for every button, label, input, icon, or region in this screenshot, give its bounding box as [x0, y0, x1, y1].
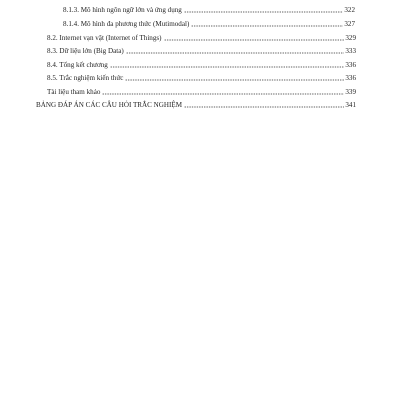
toc-entry-title: 8.5. Trắc nghiệm kiến thức	[47, 74, 124, 82]
toc-dot-leader	[191, 22, 343, 27]
toc-entry-references	[47, 86, 356, 96]
toc-page-number: 322	[344, 6, 355, 14]
toc-entry-8-1-4	[63, 18, 355, 28]
toc-dot-leader	[164, 36, 345, 41]
toc-dot-leader	[126, 49, 345, 54]
toc-entry-8-2	[47, 32, 356, 42]
toc-dot-leader	[110, 63, 345, 68]
toc-entry-8-1-3	[63, 4, 355, 14]
toc-entry-title: 8.1.3. Mô hình ngôn ngữ lớn và ứng dụng	[63, 6, 182, 14]
toc-entry-8-4	[47, 59, 356, 69]
toc-dot-leader	[184, 8, 344, 13]
toc-page-number: 329	[345, 34, 356, 42]
toc-entry-title: 8.3. Dữ liệu lớn (Big Data)	[47, 47, 124, 55]
toc-entry-title: 8.2. Internet vạn vật (Internet of Things)	[47, 34, 162, 42]
toc-dot-leader	[102, 90, 344, 95]
toc-entry-title: BẢNG ĐÁP ÁN CÁC CÂU HỎI TRẮC NGHIỆM	[36, 101, 183, 109]
toc-page-number: 336	[345, 61, 356, 69]
toc-entry-title: Tài liệu tham khảo	[47, 88, 101, 96]
toc-entry-answer-key	[36, 99, 356, 109]
toc-page-number: 336	[345, 74, 356, 82]
toc-page-number: 339	[345, 88, 356, 96]
toc-dot-leader	[184, 103, 344, 108]
toc-entry-title: 8.1.4. Mô hình đa phương thức (Mutimodal)	[63, 20, 190, 28]
toc-page-number: 327	[344, 20, 355, 28]
toc-entry-title: 8.4. Tổng kết chương	[47, 61, 108, 69]
toc-page-number: 341	[345, 101, 356, 109]
toc-entry-8-5	[47, 72, 356, 82]
toc-cropped-line	[100, 0, 356, 2]
toc-dot-leader	[125, 76, 344, 81]
toc-entry-8-3	[47, 45, 356, 55]
toc-page-number: 333	[345, 47, 356, 55]
